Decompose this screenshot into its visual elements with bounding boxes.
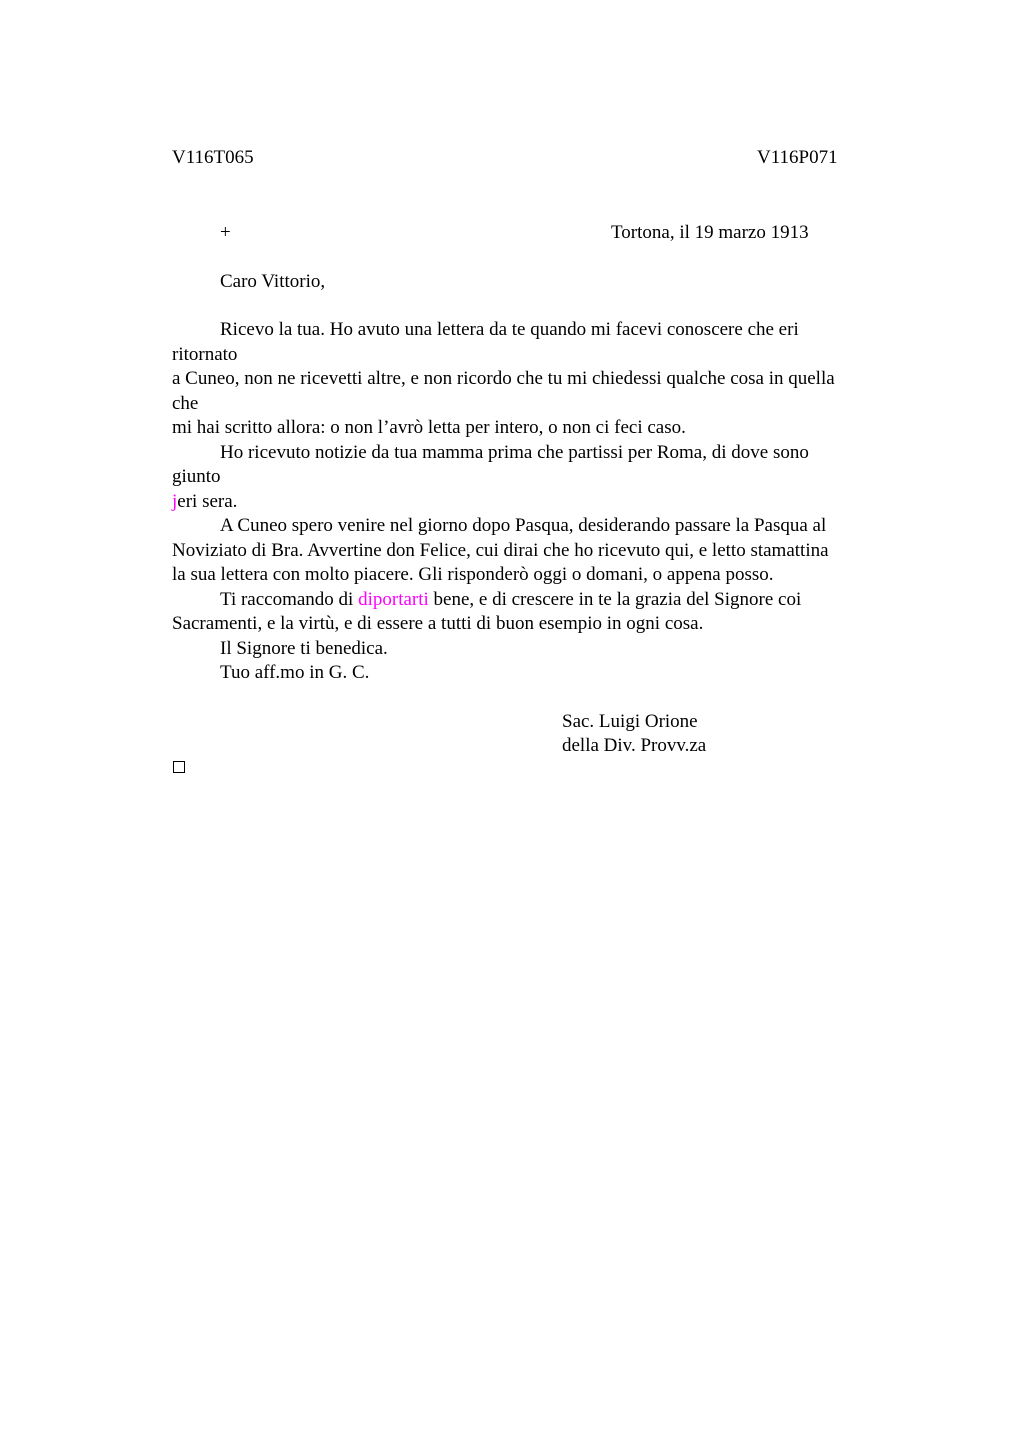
cross-mark: +: [220, 222, 231, 243]
paragraph-1-line-5: mi hai scritto allora: o non l’avrò letta per intero, o non ci feci caso.: [172, 417, 686, 438]
signature-name: Sac. Luigi Orione: [562, 710, 698, 732]
paragraph-2: [172, 441, 809, 515]
paragraph-2-line-2: giunto: [172, 466, 221, 487]
paragraph-4-line-1-end: bene, e di crescere in te la grazia del Signore coi: [428, 588, 802, 610]
paragraph-1-line-4: che: [172, 392, 199, 414]
signature-title: della Div. Provv.za: [562, 735, 707, 756]
paragraph-1-line-3: a Cuneo, non ne ricevetti altre, e non ricordo che tu mi chiedessi qualche cosa in quella: [172, 368, 835, 389]
closing: Tuo aff.mo in G. C.: [220, 662, 370, 683]
correction-highlight: j: [172, 490, 178, 512]
paragraph-2-line-1: Ho ricevuto notizie da tua mamma prima che partissi per Roma, di dove sono: [220, 441, 809, 463]
paragraph-3-line-2: Noviziato di Bra. Avvertine don Felice, cui dirai che ho ricevuto qui, e letto stamattina: [172, 539, 829, 561]
salutation: Caro Vittorio,: [220, 271, 326, 292]
paragraph-4: [172, 588, 801, 637]
correction-highlight: diportarti: [358, 588, 429, 610]
paragraph-3: [172, 514, 829, 588]
paragraph-4-line-2: Sacramenti, e la virtù, e di essere a tutti di buon esempio in ogni cosa.: [172, 613, 704, 634]
document-code-left: V116T065: [172, 147, 254, 168]
paragraph-4-line-1: [172, 588, 801, 613]
paragraph-1: [172, 318, 835, 441]
paragraph-3-line-3: la sua lettera con molto piacere. Gli risponderò oggi o domani, o appena posso.: [172, 564, 774, 585]
paragraph-2-line-3: [172, 490, 809, 515]
paragraph-4-line-1-start: Ti raccomando di: [220, 588, 359, 610]
paragraph-1-line-2: ritornato: [172, 343, 238, 365]
blessing: Il Signore ti benedica.: [220, 637, 388, 659]
paragraph-2-line-3-rest: eri sera.: [177, 490, 238, 512]
place-date: Tortona, il 19 marzo 1913: [611, 222, 809, 243]
paragraph-1-line-1: Ricevo la tua. Ho avuto una lettera da te quando mi facevi conoscere che eri: [220, 319, 799, 340]
checkbox-icon: [173, 761, 185, 773]
document-code-right: V116P071: [757, 147, 838, 168]
paragraph-3-line-1: A Cuneo spero venire nel giorno dopo Pasqua, desiderando passare la Pasqua al: [220, 515, 827, 536]
